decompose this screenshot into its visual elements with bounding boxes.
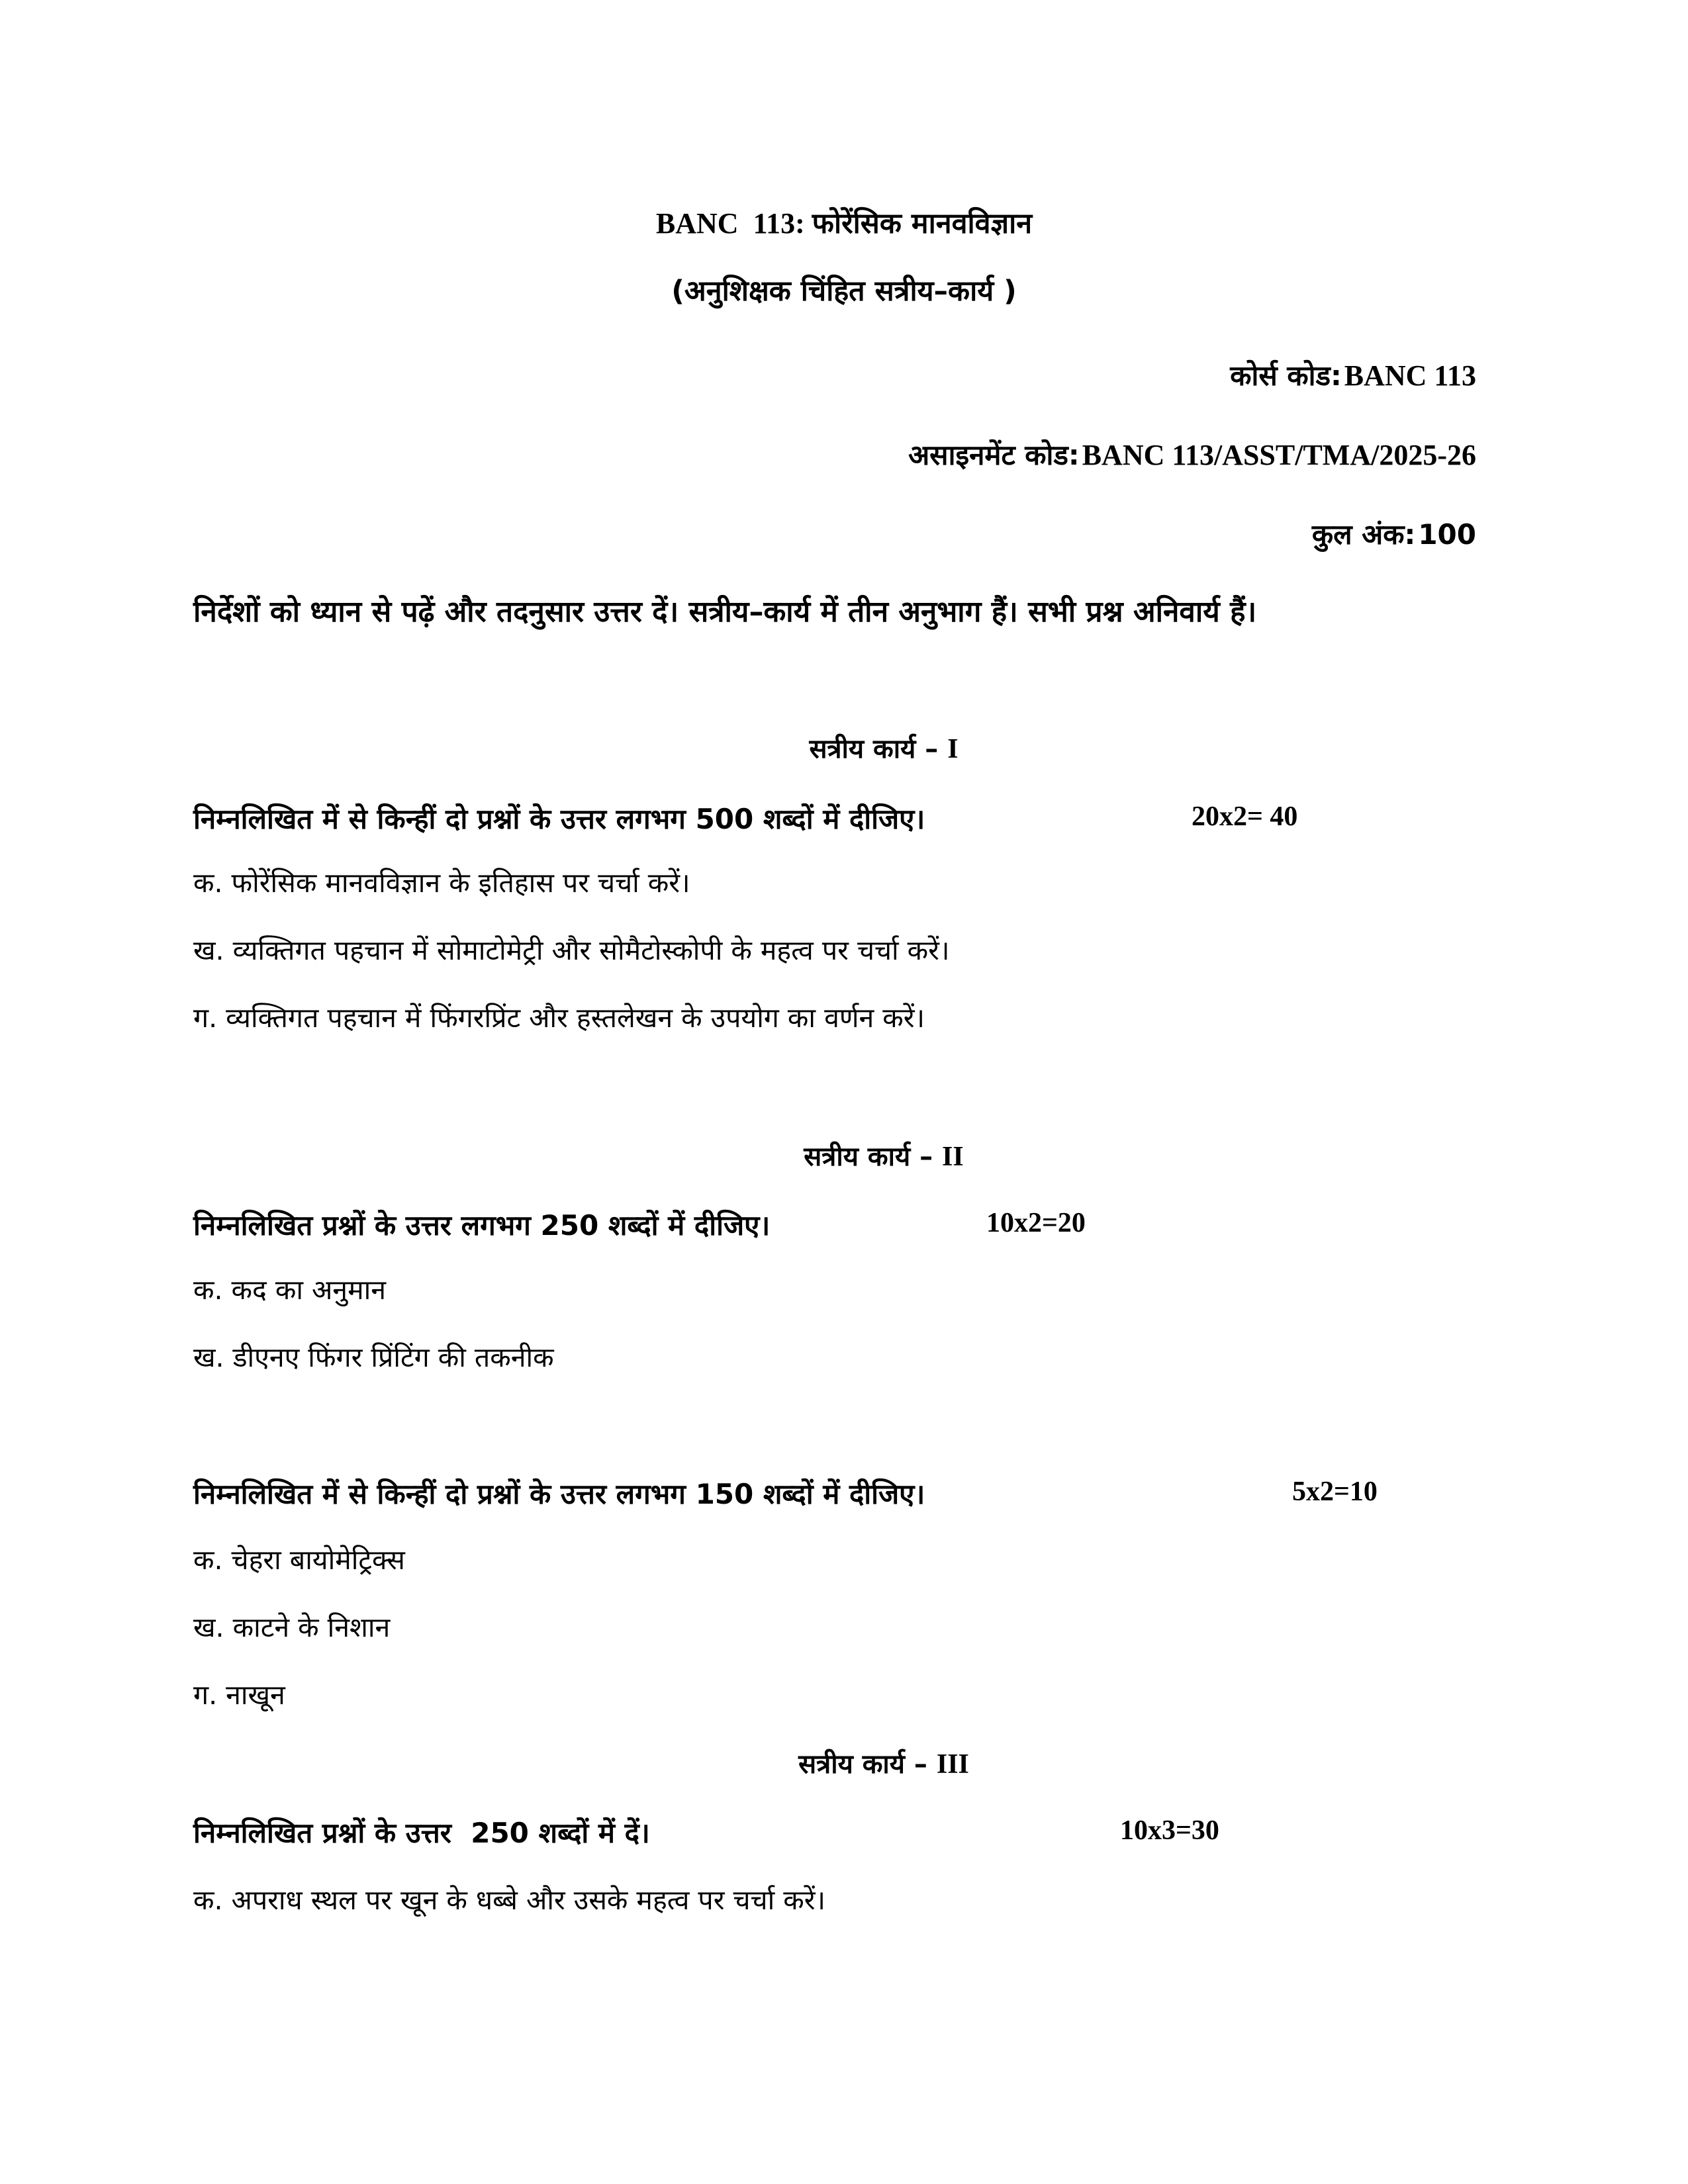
question-item: ख. काटने के निशान (193, 1612, 391, 1643)
course-code-field-label: कोर्स कोड: (1230, 359, 1342, 392)
total-marks-value: 100 (1418, 518, 1476, 551)
section-1-marks: 20x2= 40 (1192, 801, 1298, 832)
section-heading-1 (0, 729, 1688, 766)
section-heading-roman: I (947, 734, 959, 764)
section-heading-roman: III (936, 1749, 969, 1780)
section-2b-instruction: निम्नलिखित में से किन्हीं दो प्रश्नों के उत्तर लगभग 150 शब्दों में दीजिए। (193, 1478, 925, 1510)
section-3-marks: 10x3=30 (1120, 1815, 1219, 1846)
document-subtitle: (अनुशिक्षक चिंहित सत्रीय–कार्य ) (671, 275, 1017, 308)
section-heading-roman: II (942, 1142, 964, 1172)
course-code-value: BANC 113 (1344, 359, 1476, 392)
assignment-code-value: BANC 113/ASST/TMA/2025-26 (1082, 439, 1476, 471)
question-item: ग. व्यक्तिगत पहचान में फिंगरप्रिंट और हस्तलेखन के उपयोग का वर्णन करें। (193, 1002, 925, 1034)
question-item: क. कद का अनुमान (193, 1274, 386, 1306)
question-item: ख. डीएनए फिंगर प्रिंटिंग की तकनीक (193, 1342, 554, 1373)
section-2b-marks: 5x2=10 (1292, 1477, 1378, 1507)
section-heading-3 (0, 1745, 1688, 1781)
question-item: क. चेहरा बायोमेट्रिक्स (193, 1544, 405, 1576)
question-item: क. फोरेंसिक मानवविज्ञान के इतिहास पर चर्चा करें। (193, 867, 690, 899)
section-2a-marks: 10x2=20 (986, 1208, 1086, 1238)
total-marks-label: कुल अंक: (1311, 518, 1416, 551)
course-code-label: BANC 113: (655, 207, 805, 240)
assignment-code-line (908, 435, 1476, 473)
section-heading-hindi: सत्रीय कार्य – (809, 734, 939, 764)
section-1-instruction: निम्नलिखित में से किन्हीं दो प्रश्नों के उत्तर लगभग 500 शब्दों में दीजिए। (193, 803, 925, 835)
question-item: क. अपराध स्थल पर खून के धब्बे और उसके महत्व पर चर्चा करें। (193, 1884, 826, 1916)
question-item: ग. नाखून (193, 1679, 285, 1711)
section-heading-hindi: सत्रीय कार्य – (804, 1142, 933, 1172)
assignment-code-label: असाइनमेंट कोड: (908, 439, 1080, 471)
total-marks-line (1312, 515, 1476, 553)
course-code-line (1230, 356, 1476, 394)
section-heading-2 (0, 1137, 1688, 1173)
section-2a-instruction: निम्नलिखित प्रश्नों के उत्तर लगभग 250 शब्दों में दीजिए। (193, 1209, 771, 1242)
section-3-instruction: निम्नलिखित प्रश्नों के उत्तर 250 शब्दों में दें। (193, 1817, 650, 1849)
document-title (0, 203, 1688, 242)
course-title: फोरेंसिक मानवविज्ञान (812, 207, 1033, 240)
section-heading-hindi: सत्रीय कार्य – (798, 1749, 927, 1780)
instructions-text: निर्देशों को ध्यान से पढ़ें और तदनुसार उत्तर दें। सत्रीय–कार्य में तीन अनुभाग हैं। सभी प्रश्न अनिवार्य हैं। (193, 595, 1257, 629)
question-item: ख. व्यक्तिगत पहचान में सोमाटोमेट्री और सोमैटोस्कोपी के महत्व पर चर्चा करें। (193, 934, 950, 966)
